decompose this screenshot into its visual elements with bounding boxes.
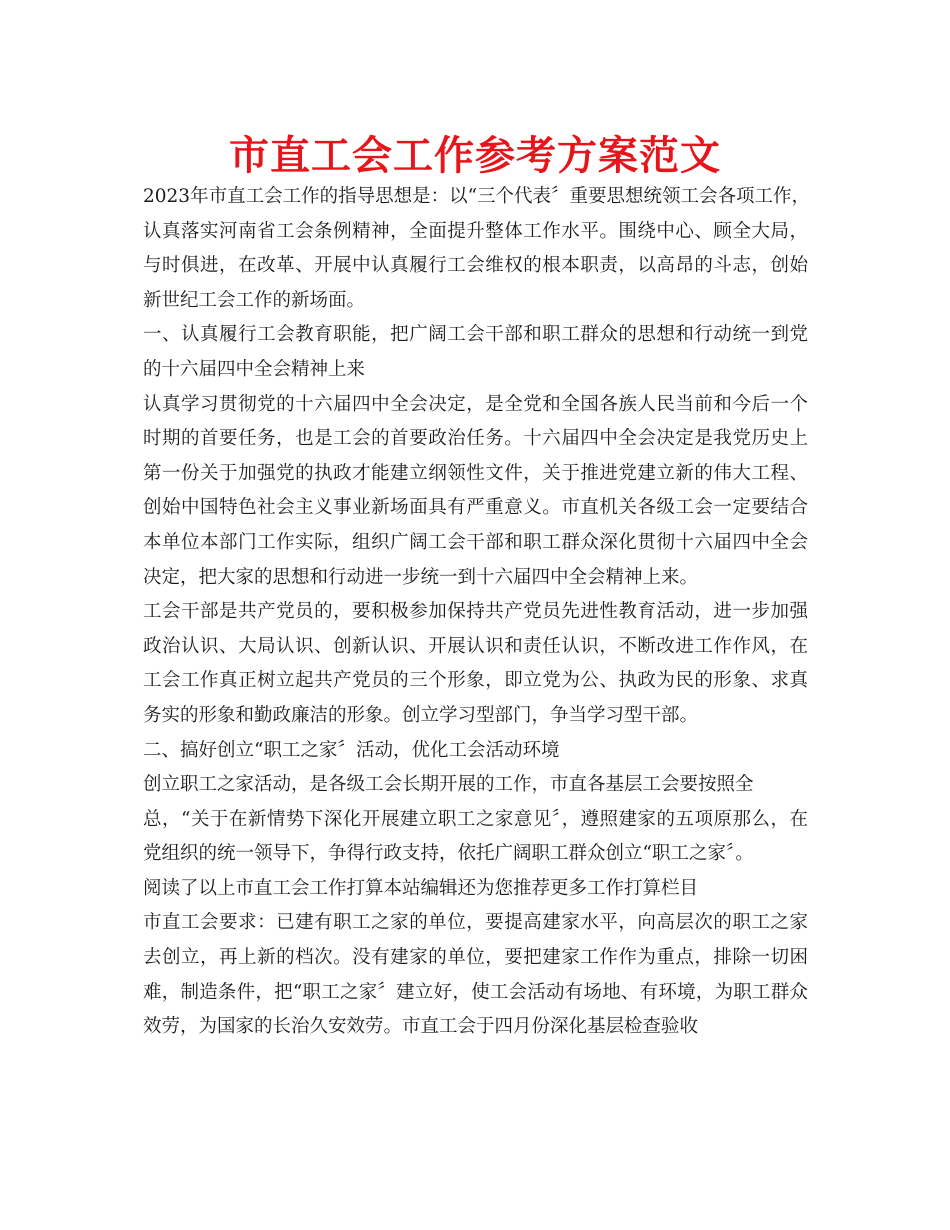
- text-line: 党组织的统一领导下，争得行政支持，依托广阔职工群众创立“职工之家〞。: [143, 843, 754, 865]
- text-line: 第一份关于加强党的执政才能建立纲领性文件，关于推进党建立新的伟大工程、: [143, 462, 808, 484]
- text-line: 总，“关于在新情势下深化开展建立职工之家意见〞，遵照建家的五项原那么，在: [143, 808, 808, 830]
- text-line: 时期的首要任务，也是工会的首要政治任务。十六届四中全会决定是我党历史上: [143, 428, 808, 450]
- text-line: 二、搞好创立“职工之家〞活动，优化工会活动环境: [143, 739, 560, 761]
- text-line: 的十六届四中全会精神上来: [143, 358, 366, 380]
- text-line: 创立职工之家活动，是各级工会长期开展的工作，市直各基层工会要按照全: [143, 774, 754, 796]
- text-line: 认真学习贯彻党的十六届四中全会决定，是全党和全国各族人民当前和今后一个: [143, 393, 808, 415]
- text-line: 难，制造条件，把“职工之家〞建立好，使工会活动有场地、有环境，为职工群众: [143, 981, 808, 1003]
- text-line: 工会工作真正树立起共产党员的三个形象，即立党为公、执政为民的形象、求真: [143, 670, 808, 692]
- text-line: 阅读了以上市直工会工作打算本站编辑还为您推荐更多工作打算栏目: [143, 877, 699, 899]
- text-line: 与时俱进，在改革、开展中认真履行工会维权的根本职责，以高昂的斗志，创始: [143, 255, 808, 277]
- text-line: 2023年市直工会工作的指导思想是：以“三个代表〞重要思想统领工会各项工作，: [143, 186, 811, 207]
- text-line: 一、认真履行工会教育职能，把广阔工会干部和职工群众的思想和行动统一到党: [143, 324, 808, 346]
- text-line: 新世纪工会工作的新场面。: [143, 289, 366, 311]
- text-line: 工会干部是共产党员的，要积极参加保持共产党员先进性教育活动，进一步加强: [143, 601, 808, 623]
- text-line: 创始中国特色社会主义事业新场面具有严重意义。市直机关各级工会一定要结合: [143, 497, 808, 519]
- text-line: 决定，把大家的思想和行动进一步统一到十六届四中全会精神上来。: [143, 566, 699, 588]
- text-line: 市直工会要求：已建有职工之家的单位，要提高建家水平，向高层次的职工之家: [143, 912, 808, 934]
- document-body: [143, 180, 811, 1045]
- document-title: 市直工会工作参考方案范文: [229, 133, 721, 179]
- text-line: 本单位本部门工作实际，组织广阔工会干部和职工群众深化贯彻十六届四中全会: [143, 531, 808, 553]
- text-line: 务实的形象和勤政廉洁的形象。创立学习型部门，争当学习型干部。: [143, 704, 699, 726]
- text-line: 认真落实河南省工会条例精神，全面提升整体工作水平。围绕中心、顾全大局，: [143, 220, 808, 242]
- text-line: 效劳，为国家的长治久安效劳。市直工会于四月份深化基层检查验收: [143, 1016, 699, 1038]
- text-line: 政治认识、大局认识、创新认识、开展认识和责任认识，不断改进工作作风，在: [143, 635, 808, 657]
- text-line: 去创立，再上新的档次。没有建家的单位，要把建家工作作为重点，排除一切困: [143, 947, 808, 969]
